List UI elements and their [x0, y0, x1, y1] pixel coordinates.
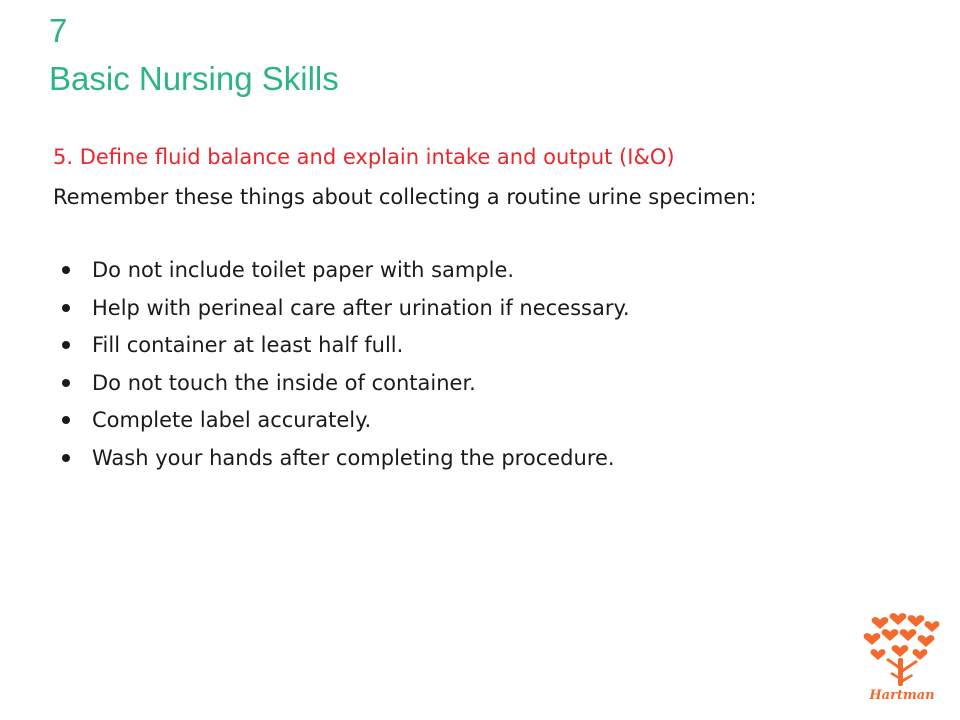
bullet-icon: [62, 416, 70, 424]
bullet-text: Wash your hands after completing the procedure.: [92, 445, 615, 470]
bullet-icon: [62, 266, 70, 274]
bullet-item: [62, 255, 882, 293]
bullet-item: [62, 368, 882, 406]
bullet-text: Help with perineal care after urination if necessary.: [92, 295, 630, 320]
bullet-text: Fill container at least half full.: [92, 333, 404, 357]
bullet-icon: [62, 454, 70, 462]
section-heading: 5. Define fluid balance and explain intake and output (I&O): [53, 145, 675, 169]
hartman-logo: [860, 608, 944, 708]
bullet-text: Do not include toilet paper with sample.: [92, 258, 515, 282]
bullet-item: [62, 293, 882, 331]
intro-text: Remember these things about collecting a routine urine specimen:: [53, 185, 757, 209]
bullet-item: [62, 443, 882, 481]
logo-text: Hartman: [869, 688, 935, 703]
bullet-list: [62, 255, 882, 480]
bullet-item: [62, 405, 882, 443]
bullet-text: Do not touch the inside of container.: [92, 370, 476, 395]
bullet-icon: [62, 304, 70, 312]
bullet-item: [62, 330, 882, 368]
bullet-text: Complete label accurately.: [92, 408, 372, 432]
bullet-icon: [62, 341, 70, 349]
chapter-number: 7: [49, 12, 68, 49]
bullet-icon: [62, 379, 70, 387]
chapter-title: Basic Nursing Skills: [49, 60, 339, 97]
